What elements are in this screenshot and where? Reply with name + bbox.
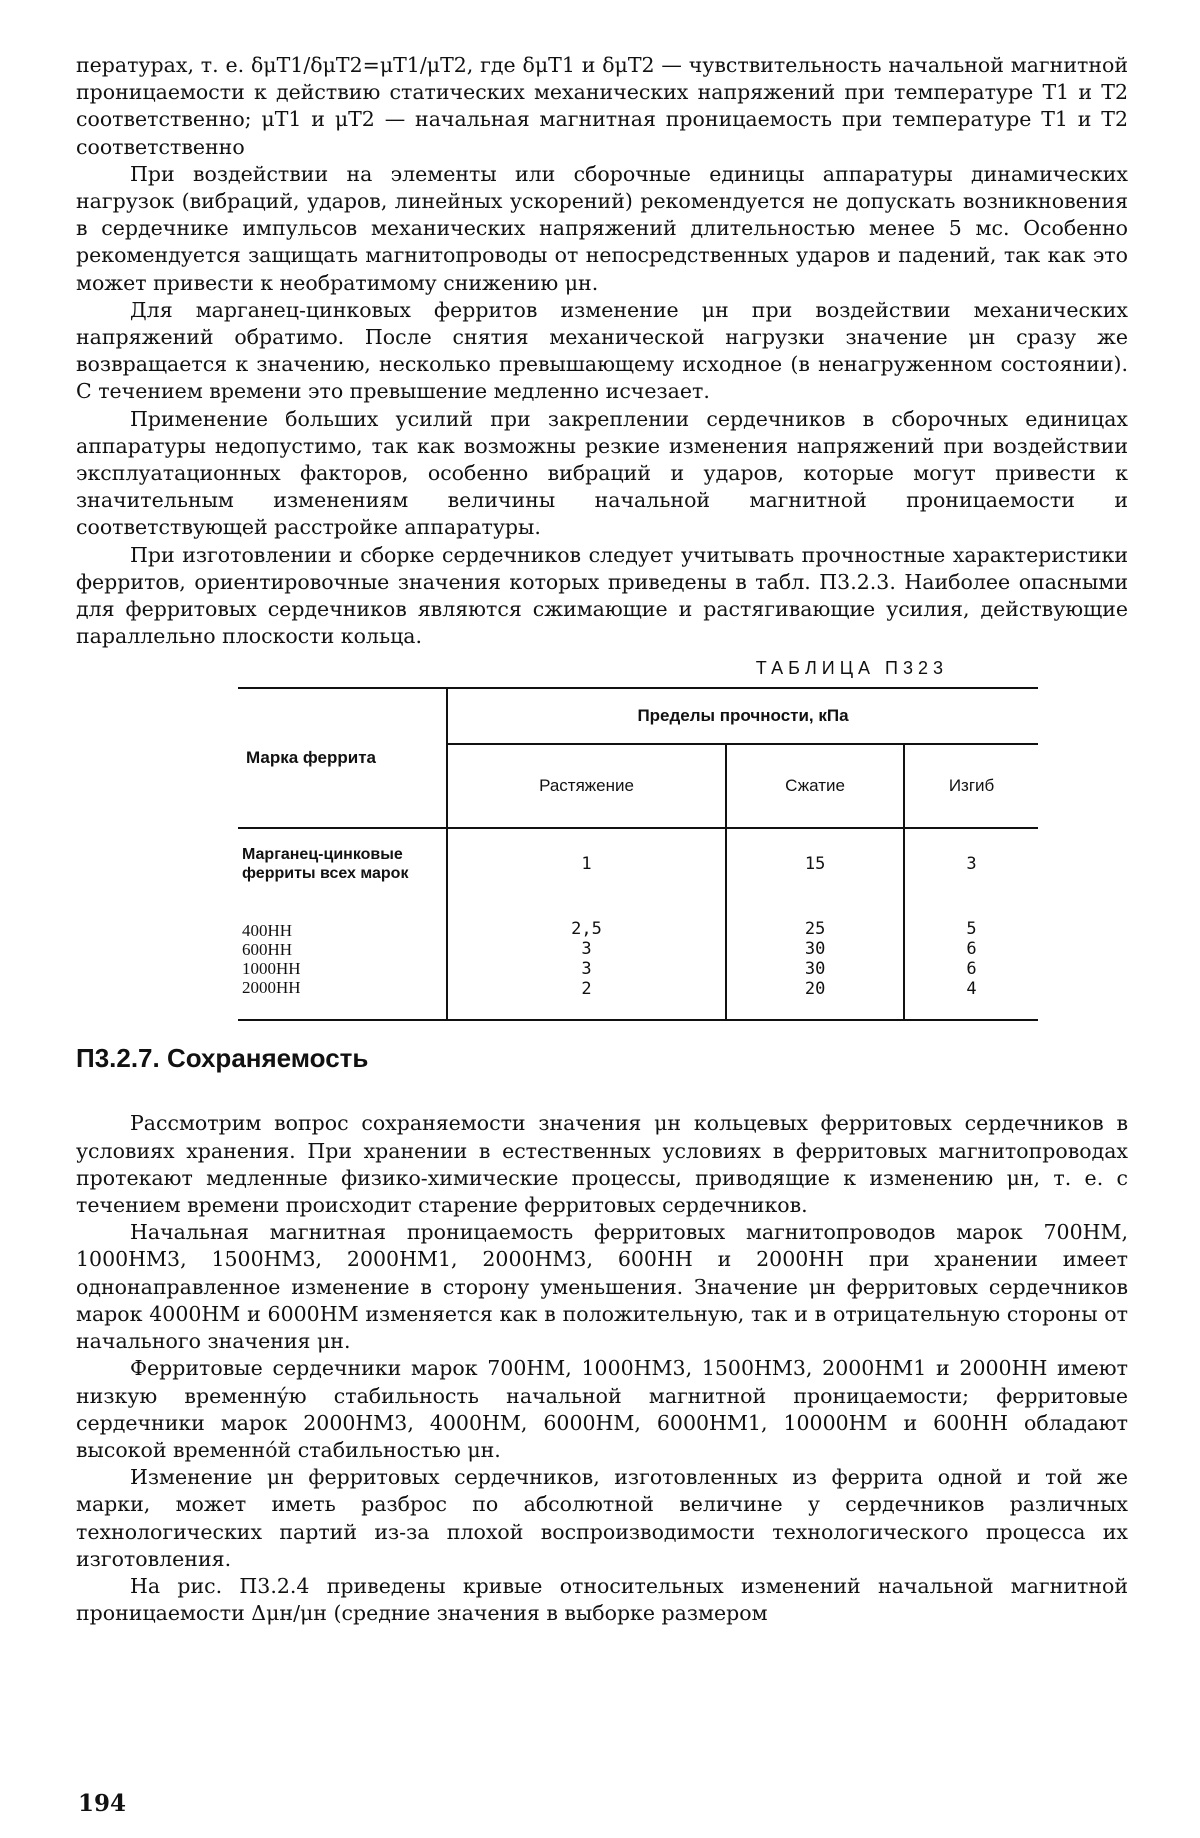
section-title: П3.2.7. Сохраняемость bbox=[76, 1043, 369, 1074]
table-cell: 15 bbox=[726, 828, 904, 899]
paragraph: На рис. П3.2.4 приведены кривые относительных изменений начальной магнитной проницаемости Δμн/μн (средние значения в выборке размером bbox=[76, 1573, 1128, 1626]
column-header-brand: Марка феррита bbox=[238, 688, 447, 828]
column-header-bending: Изгиб bbox=[948, 776, 995, 796]
table-cell: 1 bbox=[447, 828, 726, 899]
page-number: 194 bbox=[78, 1790, 127, 1817]
paragraph: При изготовлении и сборке сердечников следует учитывать прочностные характеристики ферритов, ориентировочные значения которых приведены в табл. П3.2.3. Наиболее опасными для ферритовых сердечников являются сжимающие и растягивающие усилия, действующие параллельно плоскости кольца. bbox=[76, 542, 1128, 649]
table-cell: 25 30 30 20 bbox=[726, 899, 904, 1020]
paragraph: Ферритовые сердечники марок 700НМ, 1000НМ3, 1500НМ3, 2000НМ1 и 2000НН имеют низкую временну́ю стабильность начальной магнитной проницаемости; ферритовые сердечники марок 2000НМ3, 4000НМ, 6000НМ, 6000НМ1, 10000НМ и 600НН обладают высокой временно́й стабильностью μн. bbox=[76, 1356, 1128, 1462]
column-header-compression: Сжатие bbox=[726, 744, 904, 828]
table-row bbox=[238, 899, 1038, 1020]
column-header-limits: Пределы прочности, кПа bbox=[447, 688, 1038, 744]
page-body bbox=[76, 52, 1128, 1627]
table-cell: 5 6 6 4 bbox=[904, 899, 1038, 1020]
paragraph: Рассмотрим вопрос сохраняемости значения μн кольцевых ферритовых сердечников в условиях хранения. При хранении в естественных условиях в ферритовых магнитопроводах протекают медленные физико-химические процессы, приводящие к изменению μн, т. е. с течением времени происходит старение ферритовых сердечников. bbox=[76, 1111, 1128, 1218]
paragraph: пературах, т. е. δμT1/δμT2=μT1/μT2, где δμT1 и δμT2 — чувствительность начальной магнитной проницаемости к действию статических механических напряжений при температуре T1 и T2 соответственно; μT1 и μT2 — начальная магнитная проницаемость при температуре T1 и T2 соответственно bbox=[76, 53, 1128, 159]
table-caption: ТАБЛИЦА П323 bbox=[755, 658, 948, 679]
paragraph: Применение больших усилий при закреплении сердечников в сборочных единицах аппаратуры недопустимо, так как возможны резкие изменения напряжений при воздействии эксплуатационных факторов, особенно вибраций и ударов, которые могут привести к значительным изменениям величины начальной магнитной проницаемости и соответствующей расстройке аппаратуры. bbox=[76, 406, 1128, 540]
table-cell-brand: Марганец-цинковые ферриты всех марок bbox=[238, 828, 447, 899]
paragraph: Для марганец-цинковых ферритов изменение μн при воздействии механических напряжений обратимо. После снятия механической нагрузки значение μн сразу же возвращается к значению, несколько превышающему исходное (в ненагруженном состоянии). С течением времени это превышение медленно исчезает. bbox=[76, 297, 1128, 404]
strength-table bbox=[238, 687, 1038, 1021]
table-cell-brand: 400НН 600НН 1000НН 2000НН bbox=[238, 899, 447, 1020]
table-row bbox=[238, 828, 1038, 899]
paragraph: Начальная магнитная проницаемость ферритовых магнитопроводов марок 700НМ, 1000НМ3, 1500НМ3, 2000НМ1, 2000НМ3, 600НН и 2000НН при хранении имеет однонаправленное изменение в сторону уменьшения. Значение μн ферритовых сердечников марок 4000НМ и 6000НМ изменяется как в положительную, так и в отрицательную стороны от начального значения μн. bbox=[76, 1220, 1128, 1354]
column-header-tension: Растяжение bbox=[539, 776, 634, 796]
paragraph: Изменение μн ферритовых сердечников, изготовленных из феррита одной и той же марки, может иметь разброс по абсолютной величине у сердечников различных технологических партий из-за плохой воспроизводимости технологического процесса их изготовления. bbox=[76, 1465, 1128, 1571]
paragraph: При воздействии на элементы или сборочные единицы аппаратуры динамических нагрузок (вибраций, ударов, линейных ускорений) рекомендуется не допускать возникновения в сердечнике импульсов механических напряжений длительностью менее 5 мс. Особенно рекомендуется защищать магнитопроводы от непосредственных ударов и падений, так как это может привести к необратимому снижению μн. bbox=[76, 161, 1128, 295]
table-cell: 3 bbox=[904, 828, 1038, 899]
table-cell: 2,5 3 3 2 bbox=[447, 899, 726, 1020]
